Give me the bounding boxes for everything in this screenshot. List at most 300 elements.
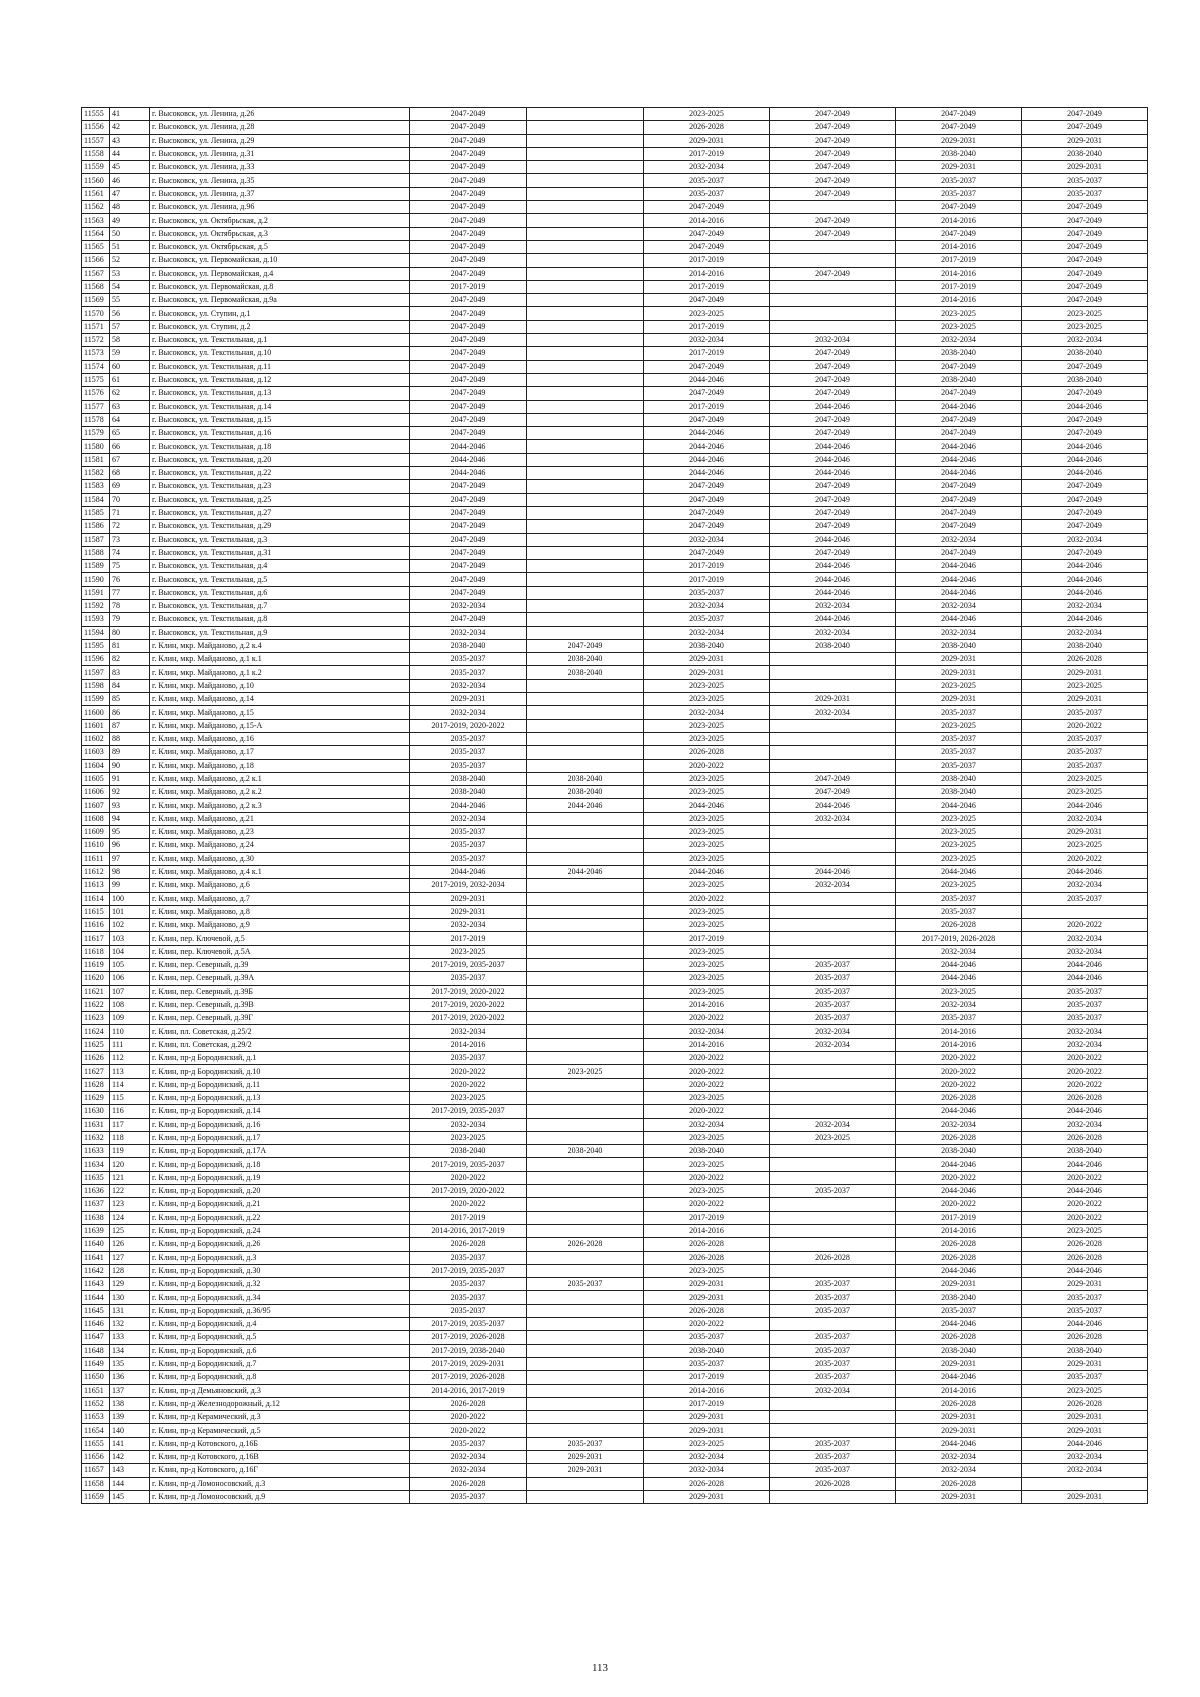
row-number-cell: 104 (110, 945, 150, 958)
period-5-cell: 2017-2019, 2026-2028 (896, 932, 1022, 945)
period-2-cell (527, 453, 644, 466)
period-5-cell: 2032-2034 (896, 998, 1022, 1011)
period-1-cell: 2032-2034 (410, 599, 527, 612)
period-6-cell: 2032-2034 (1022, 1025, 1148, 1038)
period-5-cell: 2023-2025 (896, 679, 1022, 692)
period-5-cell: 2047-2049 (896, 493, 1022, 506)
period-3-cell: 2029-2031 (644, 1424, 770, 1437)
period-2-cell (527, 1211, 644, 1224)
period-2-cell (527, 1171, 644, 1184)
period-6-cell: 2032-2034 (1022, 334, 1148, 347)
period-1-cell: 2020-2022 (410, 1065, 527, 1078)
address-cell: г. Клин, пр-д Бородинский, д.32 (150, 1278, 410, 1291)
period-6-cell: 2047-2049 (1022, 240, 1148, 253)
row-number-cell: 42 (110, 121, 150, 134)
period-2-cell (527, 839, 644, 852)
table-row (82, 1118, 1148, 1131)
row-id-cell: 11581 (82, 453, 110, 466)
period-3-cell: 2020-2022 (644, 892, 770, 905)
period-3-cell: 2020-2022 (644, 1198, 770, 1211)
table-row (82, 1251, 1148, 1264)
period-2-cell (527, 533, 644, 546)
period-2-cell (527, 347, 644, 360)
address-cell: г. Высоковск, ул. Ленина, д.37 (150, 187, 410, 200)
address-cell: г. Клин, пр-д Бородинский, д.24 (150, 1224, 410, 1237)
period-5-cell: 2035-2037 (896, 892, 1022, 905)
period-5-cell: 2026-2028 (896, 1477, 1022, 1490)
row-number-cell: 41 (110, 108, 150, 121)
row-id-cell: 11580 (82, 440, 110, 453)
period-4-cell: 2032-2034 (770, 812, 896, 825)
period-6-cell: 2020-2022 (1022, 1198, 1148, 1211)
period-4-cell: 2047-2049 (770, 360, 896, 373)
period-2-cell (527, 1371, 644, 1384)
period-2-cell (527, 387, 644, 400)
row-number-cell: 51 (110, 240, 150, 253)
row-number-cell: 127 (110, 1251, 150, 1264)
row-id-cell: 11607 (82, 799, 110, 812)
period-3-cell: 2023-2025 (644, 772, 770, 785)
address-cell: г. Высоковск, ул. Текстильная, д.13 (150, 387, 410, 400)
period-1-cell: 2047-2049 (410, 400, 527, 413)
period-5-cell: 2026-2028 (896, 1238, 1022, 1251)
row-id-cell: 11643 (82, 1278, 110, 1291)
period-5-cell: 2047-2049 (896, 108, 1022, 121)
period-4-cell (770, 852, 896, 865)
period-6-cell: 2044-2046 (1022, 440, 1148, 453)
period-6-cell: 2044-2046 (1022, 799, 1148, 812)
period-2-cell (527, 467, 644, 480)
table-row (82, 679, 1148, 692)
period-6-cell: 2044-2046 (1022, 1318, 1148, 1331)
period-6-cell: 2029-2031 (1022, 1424, 1148, 1437)
period-1-cell: 2035-2037 (410, 1490, 527, 1503)
period-5-cell: 2023-2025 (896, 812, 1022, 825)
period-1-cell: 2035-2037 (410, 666, 527, 679)
period-1-cell: 2032-2034 (410, 706, 527, 719)
row-id-cell: 11625 (82, 1038, 110, 1051)
period-5-cell: 2044-2046 (896, 959, 1022, 972)
period-4-cell (770, 1224, 896, 1237)
period-1-cell: 2047-2049 (410, 307, 527, 320)
table-row (82, 387, 1148, 400)
table-row (82, 613, 1148, 626)
period-1-cell: 2017-2019 (410, 280, 527, 293)
row-id-cell: 11611 (82, 852, 110, 865)
period-1-cell: 2014-2016, 2017-2019 (410, 1384, 527, 1397)
period-2-cell (527, 1477, 644, 1490)
period-6-cell: 2026-2028 (1022, 1251, 1148, 1264)
address-cell: г. Клин, пр-д Бородинский, д.18 (150, 1158, 410, 1171)
period-3-cell: 2032-2034 (644, 599, 770, 612)
address-cell: г. Высоковск, ул. Текстильная, д.27 (150, 506, 410, 519)
period-1-cell: 2017-2019, 2020-2022 (410, 998, 527, 1011)
address-cell: г. Высоковск, ул. Текстильная, д.22 (150, 467, 410, 480)
row-number-cell: 52 (110, 254, 150, 267)
period-5-cell: 2044-2046 (896, 1158, 1022, 1171)
period-6-cell: 2035-2037 (1022, 998, 1148, 1011)
row-id-cell: 11619 (82, 959, 110, 972)
row-id-cell: 11632 (82, 1131, 110, 1144)
period-4-cell (770, 945, 896, 958)
period-5-cell: 2026-2028 (896, 1331, 1022, 1344)
period-4-cell: 2029-2031 (770, 693, 896, 706)
period-3-cell: 2023-2025 (644, 1091, 770, 1104)
table-row (82, 174, 1148, 187)
row-number-cell: 117 (110, 1118, 150, 1131)
period-5-cell: 2023-2025 (896, 826, 1022, 839)
period-6-cell: 2020-2022 (1022, 852, 1148, 865)
period-6-cell: 2038-2040 (1022, 347, 1148, 360)
address-cell: г. Высоковск, ул. Октябрьская, д.3 (150, 227, 410, 240)
period-2-cell (527, 1424, 644, 1437)
address-cell: г. Клин, мкр. Майданово, д.9 (150, 919, 410, 932)
period-3-cell: 2017-2019 (644, 400, 770, 413)
row-number-cell: 132 (110, 1318, 150, 1331)
row-id-cell: 11559 (82, 161, 110, 174)
period-6-cell: 2044-2046 (1022, 453, 1148, 466)
period-6-cell: 2029-2031 (1022, 826, 1148, 839)
period-1-cell: 2047-2049 (410, 121, 527, 134)
period-4-cell (770, 280, 896, 293)
address-cell: г. Высоковск, ул. Ленина, д.33 (150, 161, 410, 174)
table-row (82, 985, 1148, 998)
period-1-cell: 2047-2049 (410, 267, 527, 280)
period-6-cell: 2047-2049 (1022, 493, 1148, 506)
period-3-cell: 2038-2040 (644, 1145, 770, 1158)
period-3-cell: 2047-2049 (644, 480, 770, 493)
period-3-cell: 2047-2049 (644, 201, 770, 214)
period-6-cell: 2044-2046 (1022, 959, 1148, 972)
row-number-cell: 82 (110, 653, 150, 666)
period-2-cell (527, 892, 644, 905)
table-row (82, 413, 1148, 426)
period-1-cell: 2047-2049 (410, 427, 527, 440)
row-id-cell: 11593 (82, 613, 110, 626)
period-4-cell (770, 1211, 896, 1224)
table-row (82, 1291, 1148, 1304)
address-cell: г. Клин, мкр. Майданово, д.7 (150, 892, 410, 905)
period-1-cell: 2017-2019, 2035-2037 (410, 1264, 527, 1277)
period-4-cell: 2032-2034 (770, 1025, 896, 1038)
row-id-cell: 11658 (82, 1477, 110, 1490)
period-2-cell (527, 1264, 644, 1277)
period-4-cell: 2032-2034 (770, 626, 896, 639)
period-1-cell: 2017-2019, 2029-2031 (410, 1357, 527, 1370)
period-5-cell: 2035-2037 (896, 759, 1022, 772)
period-6-cell: 2038-2040 (1022, 147, 1148, 160)
row-number-cell: 110 (110, 1025, 150, 1038)
period-5-cell: 2047-2049 (896, 506, 1022, 519)
table-row (82, 1091, 1148, 1104)
row-number-cell: 56 (110, 307, 150, 320)
row-id-cell: 11606 (82, 786, 110, 799)
address-cell: г. Высоковск, ул. Текстильная, д.18 (150, 440, 410, 453)
table-row (82, 1052, 1148, 1065)
table-row (82, 147, 1148, 160)
period-3-cell: 2044-2046 (644, 373, 770, 386)
period-5-cell: 2017-2019 (896, 1211, 1022, 1224)
period-1-cell: 2035-2037 (410, 972, 527, 985)
table-row (82, 1344, 1148, 1357)
period-2-cell (527, 759, 644, 772)
period-6-cell: 2032-2034 (1022, 812, 1148, 825)
period-3-cell: 2023-2025 (644, 307, 770, 320)
period-2-cell: 2038-2040 (527, 786, 644, 799)
period-5-cell: 2029-2031 (896, 1411, 1022, 1424)
period-3-cell: 2014-2016 (644, 267, 770, 280)
address-cell: г. Высоковск, ул. Текстильная, д.7 (150, 599, 410, 612)
row-number-cell: 85 (110, 693, 150, 706)
period-6-cell: 2023-2025 (1022, 786, 1148, 799)
row-id-cell: 11649 (82, 1357, 110, 1370)
address-cell: г. Клин, мкр. Майданово, д.18 (150, 759, 410, 772)
period-6-cell: 2035-2037 (1022, 746, 1148, 759)
period-3-cell: 2029-2031 (644, 1278, 770, 1291)
period-2-cell (527, 626, 644, 639)
row-number-cell: 88 (110, 732, 150, 745)
period-4-cell: 2023-2025 (770, 1131, 896, 1144)
period-2-cell (527, 599, 644, 612)
period-3-cell: 2047-2049 (644, 493, 770, 506)
period-6-cell: 2047-2049 (1022, 121, 1148, 134)
period-5-cell: 2023-2025 (896, 320, 1022, 333)
address-cell: г. Клин, пер. Северный, д.39В (150, 998, 410, 1011)
period-6-cell: 2032-2034 (1022, 533, 1148, 546)
row-id-cell: 11588 (82, 546, 110, 559)
period-1-cell: 2047-2049 (410, 573, 527, 586)
address-cell: г. Клин, пр-д Бородинский, д.11 (150, 1078, 410, 1091)
row-id-cell: 11610 (82, 839, 110, 852)
period-3-cell: 2023-2025 (644, 985, 770, 998)
table-row (82, 227, 1148, 240)
row-number-cell: 60 (110, 360, 150, 373)
period-5-cell: 2044-2046 (896, 560, 1022, 573)
period-2-cell: 2038-2040 (527, 653, 644, 666)
period-2-cell (527, 440, 644, 453)
period-5-cell: 2020-2022 (896, 1198, 1022, 1211)
period-3-cell: 2023-2025 (644, 108, 770, 121)
table-row (82, 1384, 1148, 1397)
row-id-cell: 11628 (82, 1078, 110, 1091)
period-2-cell (527, 267, 644, 280)
period-1-cell: 2017-2019, 2026-2028 (410, 1331, 527, 1344)
table-row (82, 347, 1148, 360)
period-4-cell (770, 826, 896, 839)
period-6-cell: 2047-2049 (1022, 480, 1148, 493)
period-5-cell: 2044-2046 (896, 573, 1022, 586)
period-5-cell: 2035-2037 (896, 746, 1022, 759)
row-id-cell: 11568 (82, 280, 110, 293)
address-cell: г. Клин, пер. Ключевой, д.5 (150, 932, 410, 945)
row-id-cell: 11630 (82, 1105, 110, 1118)
period-3-cell: 2047-2049 (644, 227, 770, 240)
address-cell: г. Клин, пр-д Бородинский, д.30 (150, 1264, 410, 1277)
table-row (82, 121, 1148, 134)
period-1-cell: 2032-2034 (410, 1025, 527, 1038)
table-row (82, 732, 1148, 745)
period-5-cell: 2023-2025 (896, 307, 1022, 320)
period-2-cell: 2044-2046 (527, 799, 644, 812)
table-row (82, 573, 1148, 586)
period-4-cell (770, 1065, 896, 1078)
table-row (82, 959, 1148, 972)
period-5-cell: 2032-2034 (896, 1450, 1022, 1463)
row-id-cell: 11655 (82, 1437, 110, 1450)
period-5-cell: 2038-2040 (896, 1291, 1022, 1304)
address-cell: г. Высоковск, ул. Текстильная, д.3 (150, 533, 410, 546)
address-cell: г. Высоковск, ул. Ленина, д.35 (150, 174, 410, 187)
period-6-cell: 2047-2049 (1022, 108, 1148, 121)
address-cell: г. Высоковск, ул. Ленина, д.96 (150, 201, 410, 214)
row-id-cell: 11563 (82, 214, 110, 227)
row-id-cell: 11629 (82, 1091, 110, 1104)
period-3-cell: 2020-2022 (644, 1012, 770, 1025)
row-id-cell: 11601 (82, 719, 110, 732)
row-id-cell: 11558 (82, 147, 110, 160)
address-cell: г. Клин, пр-д Бородинский, д.6 (150, 1344, 410, 1357)
period-2-cell (527, 108, 644, 121)
table-row (82, 453, 1148, 466)
table-row (82, 919, 1148, 932)
address-cell: г. Высоковск, ул. Ленина, д.29 (150, 134, 410, 147)
period-2-cell (527, 147, 644, 160)
period-6-cell: 2029-2031 (1022, 693, 1148, 706)
period-2-cell: 2029-2031 (527, 1464, 644, 1477)
period-3-cell: 2044-2046 (644, 467, 770, 480)
table-row (82, 214, 1148, 227)
row-id-cell: 11609 (82, 826, 110, 839)
row-number-cell: 58 (110, 334, 150, 347)
period-1-cell: 2047-2049 (410, 560, 527, 573)
table-row (82, 1264, 1148, 1277)
period-1-cell: 2017-2019, 2035-2037 (410, 1318, 527, 1331)
period-2-cell (527, 334, 644, 347)
period-3-cell: 2038-2040 (644, 639, 770, 652)
address-cell: г. Клин, мкр. Майданово, д.15 (150, 706, 410, 719)
period-2-cell (527, 1131, 644, 1144)
period-1-cell: 2038-2040 (410, 639, 527, 652)
period-3-cell: 2023-2025 (644, 959, 770, 972)
period-5-cell: 2029-2031 (896, 134, 1022, 147)
period-6-cell: 2023-2025 (1022, 1224, 1148, 1237)
period-5-cell: 2029-2031 (896, 1278, 1022, 1291)
period-6-cell: 2047-2049 (1022, 294, 1148, 307)
period-5-cell: 2020-2022 (896, 1065, 1022, 1078)
table-row (82, 161, 1148, 174)
period-1-cell: 2047-2049 (410, 506, 527, 519)
row-id-cell: 11592 (82, 599, 110, 612)
row-number-cell: 116 (110, 1105, 150, 1118)
period-5-cell: 2032-2034 (896, 945, 1022, 958)
period-4-cell (770, 1171, 896, 1184)
period-1-cell: 2017-2019, 2020-2022 (410, 1185, 527, 1198)
period-2-cell (527, 573, 644, 586)
row-id-cell: 11646 (82, 1318, 110, 1331)
period-3-cell: 2032-2034 (644, 1464, 770, 1477)
table-row (82, 706, 1148, 719)
address-cell: г. Клин, пр-д Бородинский, д.14 (150, 1105, 410, 1118)
period-1-cell: 2032-2034 (410, 812, 527, 825)
row-number-cell: 89 (110, 746, 150, 759)
row-id-cell: 11594 (82, 626, 110, 639)
period-1-cell: 2017-2019, 2035-2037 (410, 1158, 527, 1171)
period-6-cell: 2023-2025 (1022, 307, 1148, 320)
period-5-cell: 2029-2031 (896, 1490, 1022, 1503)
period-4-cell: 2047-2049 (770, 121, 896, 134)
table-row (82, 1198, 1148, 1211)
table-row (82, 932, 1148, 945)
period-1-cell: 2047-2049 (410, 373, 527, 386)
table-row (82, 240, 1148, 253)
period-2-cell (527, 1038, 644, 1051)
address-cell: г. Высоковск, ул. Текстильная, д.5 (150, 573, 410, 586)
period-3-cell: 2029-2031 (644, 1291, 770, 1304)
row-id-cell: 11569 (82, 294, 110, 307)
row-number-cell: 69 (110, 480, 150, 493)
period-6-cell: 2032-2034 (1022, 1118, 1148, 1131)
row-number-cell: 43 (110, 134, 150, 147)
period-6-cell: 2029-2031 (1022, 134, 1148, 147)
row-number-cell: 86 (110, 706, 150, 719)
period-2-cell (527, 985, 644, 998)
table-row (82, 1012, 1148, 1025)
table-row (82, 586, 1148, 599)
address-cell: г. Клин, мкр. Майданово, д.2 к.2 (150, 786, 410, 799)
period-1-cell: 2035-2037 (410, 1304, 527, 1317)
period-5-cell: 2044-2046 (896, 400, 1022, 413)
period-6-cell: 2032-2034 (1022, 626, 1148, 639)
period-3-cell: 2047-2049 (644, 387, 770, 400)
period-3-cell: 2032-2034 (644, 334, 770, 347)
period-6-cell: 2029-2031 (1022, 1357, 1148, 1370)
table-row (82, 1304, 1148, 1317)
period-3-cell: 2026-2028 (644, 121, 770, 134)
period-2-cell (527, 693, 644, 706)
period-2-cell (527, 1304, 644, 1317)
period-2-cell (527, 187, 644, 200)
period-5-cell: 2032-2034 (896, 334, 1022, 347)
row-number-cell: 87 (110, 719, 150, 732)
period-2-cell: 2038-2040 (527, 772, 644, 785)
table-row (82, 1450, 1148, 1463)
row-number-cell: 75 (110, 560, 150, 573)
address-cell: г. Клин, пр-д Бородинский, д.10 (150, 1065, 410, 1078)
period-4-cell (770, 1490, 896, 1503)
period-2-cell (527, 826, 644, 839)
period-6-cell: 2035-2037 (1022, 985, 1148, 998)
period-1-cell: 2026-2028 (410, 1397, 527, 1410)
period-1-cell: 2017-2019 (410, 932, 527, 945)
period-1-cell: 2044-2046 (410, 865, 527, 878)
period-2-cell (527, 1052, 644, 1065)
period-4-cell (770, 1397, 896, 1410)
period-4-cell: 2035-2037 (770, 1371, 896, 1384)
table-row (82, 1078, 1148, 1091)
table-row (82, 666, 1148, 679)
row-number-cell: 72 (110, 520, 150, 533)
period-2-cell (527, 852, 644, 865)
table-row (82, 693, 1148, 706)
period-4-cell: 2035-2037 (770, 1278, 896, 1291)
table-row (82, 373, 1148, 386)
table-body (82, 108, 1148, 1504)
period-4-cell: 2047-2049 (770, 546, 896, 559)
row-id-cell: 11626 (82, 1052, 110, 1065)
row-number-cell: 136 (110, 1371, 150, 1384)
table-row (82, 746, 1148, 759)
table-row (82, 506, 1148, 519)
